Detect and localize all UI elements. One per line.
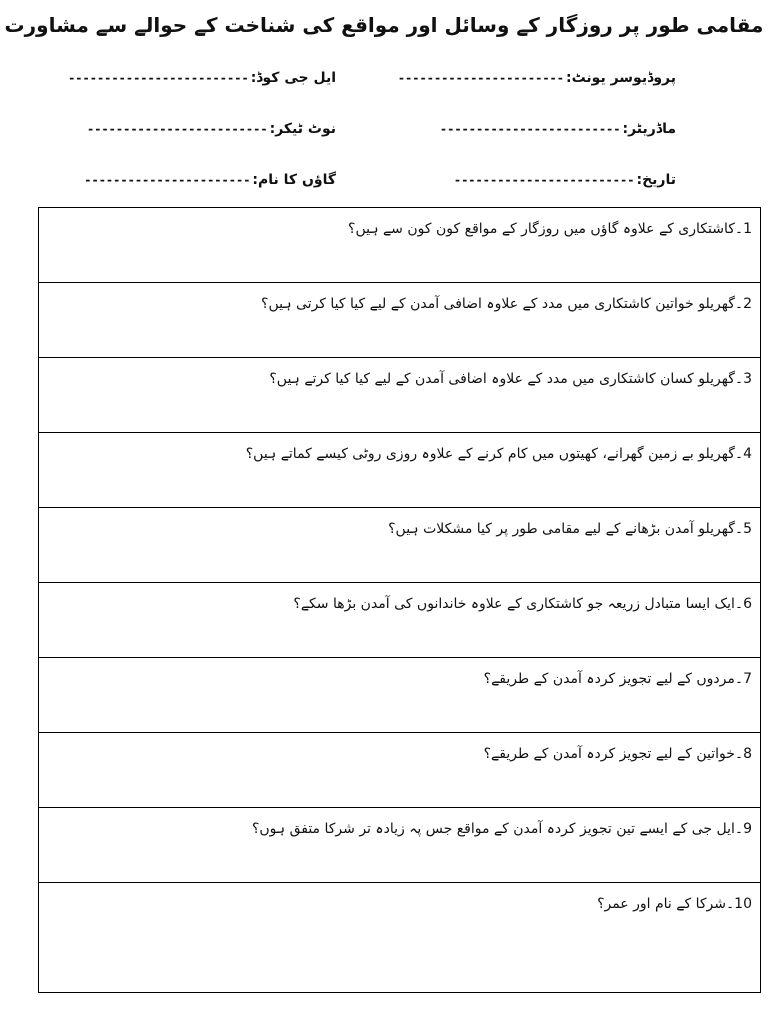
question-row-8[interactable] — [39, 733, 760, 808]
question-text: ۔شرکا کے نام اور عمر؟ — [597, 896, 735, 912]
note-taker-blank: ------------------------- — [86, 122, 268, 136]
questions-table — [38, 207, 761, 993]
question-number: 7 — [743, 671, 752, 687]
question-number: 10 — [734, 896, 752, 912]
question-row-7[interactable] — [39, 658, 760, 733]
question-number: 4 — [743, 446, 752, 462]
lg-code-blank: ------------------------- — [68, 71, 249, 85]
question-text: ۔ایل جی کے ایسے تین تجویز کردہ آمدن کے مواقع جس پہ زیادہ تر شرکا متفق ہوں؟ — [251, 821, 744, 837]
question-number: 3 — [743, 371, 752, 387]
question-row-2[interactable] — [39, 283, 760, 358]
date-label: تاریخ: — [636, 172, 676, 188]
lg-code-label: ایل جی کوڈ: — [250, 70, 336, 86]
question-number: 8 — [743, 746, 752, 762]
village-name-label: گاؤں کا نام: — [252, 172, 336, 188]
moderator-blank: ------------------------- — [439, 122, 621, 136]
question-text: ۔کاشتکاری کے علاوہ گاؤں میں روزگار کے مواقع کون کون سے ہیں؟ — [348, 221, 744, 237]
question-row-4[interactable] — [39, 433, 760, 508]
moderator-label: ماڈریٹر: — [622, 121, 676, 137]
question-text: ۔گھریلو خواتین کاشتکاری میں مدد کے علاوہ اضافی آمدن کے لیے کیا کیا کرتی ہیں؟ — [261, 296, 744, 312]
question-row-5[interactable] — [39, 508, 760, 583]
question-number: 1 — [743, 221, 752, 237]
producer-unit-label: پروڈیوسر یونٹ: — [566, 70, 676, 86]
meta-row-1 — [0, 63, 768, 93]
moderator-field[interactable] — [440, 114, 676, 144]
question-text: ۔خواتین کے لیے تجویز کردہ آمدن کے طریقے؟ — [483, 746, 744, 762]
meta-row-2 — [0, 114, 768, 144]
producer-unit-blank: ----------------------- — [397, 71, 564, 85]
question-text: ۔گھریلو کسان کاشتکاری میں مدد کے علاوہ اضافی آمدن کے لیے کیا کیا کرتے ہیں؟ — [269, 371, 744, 387]
question-row-6[interactable] — [39, 583, 760, 658]
page-title: مقامی طور پر روزگار کے وسائل اور مواقع کی شناخت کے حوالے سے مشاورت — [4, 13, 764, 37]
note-taker-field[interactable] — [87, 114, 336, 144]
village-name-blank: ----------------------- — [84, 173, 251, 187]
note-taker-label: نوٹ ٹیکر: — [269, 121, 336, 137]
producer-unit-field[interactable] — [398, 63, 676, 93]
lg-code-field[interactable] — [68, 63, 336, 93]
question-text: ۔ایک ایسا متبادل زریعہ جو کاشتکاری کے علاوہ خاندانوں کی آمدن بڑھا سکے؟ — [293, 596, 744, 612]
question-number: 9 — [743, 821, 752, 837]
meta-row-3 — [0, 165, 768, 195]
question-number: 2 — [743, 296, 752, 312]
village-name-field[interactable] — [84, 165, 336, 195]
question-row-3[interactable] — [39, 358, 760, 433]
question-row-10[interactable] — [39, 883, 760, 994]
date-field[interactable] — [454, 165, 676, 195]
question-text: ۔گھریلو آمدن بڑھانے کے لیے مقامی طور پر کیا مشکلات ہیں؟ — [388, 521, 744, 537]
question-text: ۔گھریلو بے زمین گھرانے، کھیتوں میں کام کرنے کے علاوہ روزی روٹی کیسے کماتے ہیں؟ — [245, 446, 744, 462]
question-text: ۔مردوں کے لیے تجویز کردہ آمدن کے طریقے؟ — [483, 671, 744, 687]
question-row-1[interactable] — [39, 208, 760, 283]
date-blank: ------------------------- — [453, 173, 635, 187]
question-row-9[interactable] — [39, 808, 760, 883]
question-number: 6 — [743, 596, 752, 612]
question-number: 5 — [743, 521, 752, 537]
